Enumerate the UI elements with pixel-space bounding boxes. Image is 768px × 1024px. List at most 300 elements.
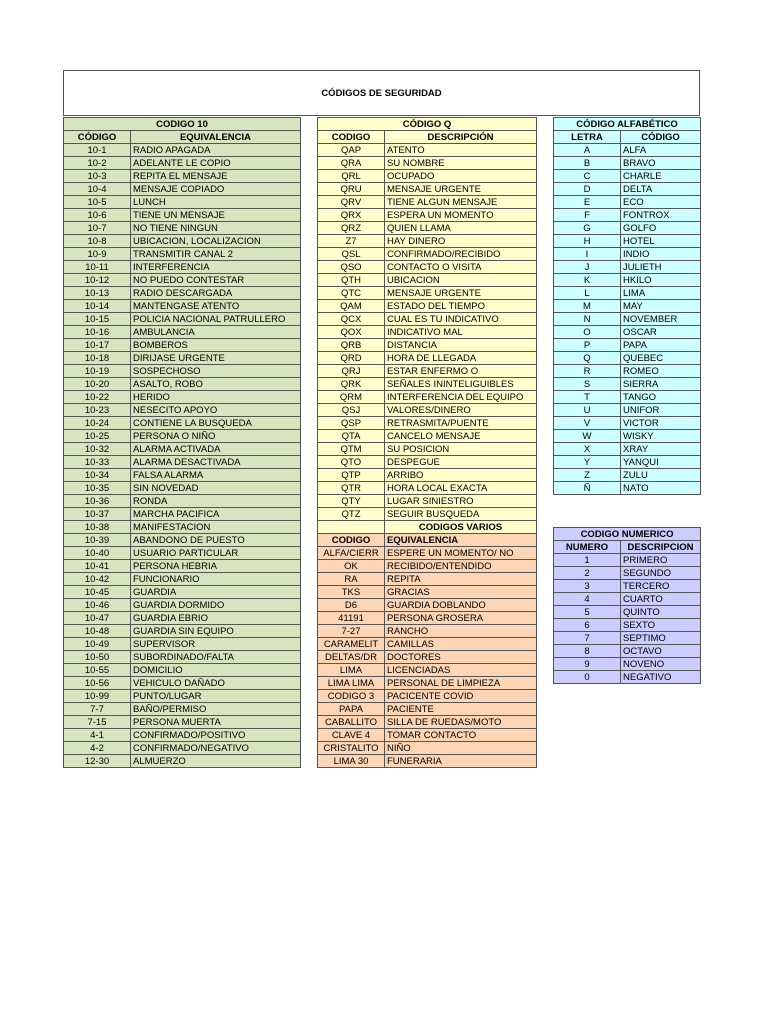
codigos-varios-row bbox=[318, 755, 537, 768]
codigo-10-row-code: 10-7 bbox=[64, 222, 131, 235]
codigo-q-row-code: QTR bbox=[318, 482, 385, 495]
codigo-q-row-value: HORA DE LLEGADA bbox=[385, 352, 537, 365]
codigo-10-row bbox=[64, 391, 301, 404]
codigo-q-row bbox=[318, 261, 537, 274]
codigo-10-col-equivalencia: EQUIVALENCIA bbox=[131, 131, 301, 144]
codigo-alfabetico-row-value: ZULU bbox=[621, 469, 701, 482]
codigo-q-row bbox=[318, 508, 537, 521]
codigo-alfabetico-rows bbox=[554, 144, 701, 495]
codigos-varios-row bbox=[318, 651, 537, 664]
codigo-10-row-value: TIENE UN MENSAJE bbox=[131, 209, 301, 222]
codigo-10-row-code: 10-49 bbox=[64, 638, 131, 651]
codigo-alfabetico-row bbox=[554, 339, 701, 352]
codigos-varios-row bbox=[318, 690, 537, 703]
codigo-alfabetico-row-value: YANQUI bbox=[621, 456, 701, 469]
codigo-alfabetico-row-value: ALFA bbox=[621, 144, 701, 157]
codigo-alfabetico-row-code: T bbox=[554, 391, 621, 404]
codigo-q-row bbox=[318, 443, 537, 456]
codigo-numerico-title: CODIGO NUMERICO bbox=[554, 528, 701, 541]
codigo-numerico-row-code: 2 bbox=[554, 567, 621, 580]
codigo-numerico-row-value: NEGATIVO bbox=[621, 671, 701, 684]
codigo-alfabetico-row-value: GOLFO bbox=[621, 222, 701, 235]
codigo-10-row-value: PUNTO/LUGAR bbox=[131, 690, 301, 703]
codigos-varios-header bbox=[318, 521, 537, 547]
codigo-10-row-code: 10-99 bbox=[64, 690, 131, 703]
codigo-alfabetico-row-value: JULIETH bbox=[621, 261, 701, 274]
codigo-10-row-value: GUARDIA SIN EQUIPO bbox=[131, 625, 301, 638]
codigo-alfabetico-row bbox=[554, 378, 701, 391]
codigo-q-row-code: QTH bbox=[318, 274, 385, 287]
codigos-varios-row-value: RECIBIDO/ENTENDIDO bbox=[385, 560, 537, 573]
codigos-varios-row bbox=[318, 729, 537, 742]
codigo-alfabetico-row-value: ROMEO bbox=[621, 365, 701, 378]
codigo-10-row bbox=[64, 573, 301, 586]
codigo-alfabetico-row bbox=[554, 209, 701, 222]
codigo-10-row-code: 4-1 bbox=[64, 729, 131, 742]
codigo-10-row-value: SUBORDINADO/FALTA bbox=[131, 651, 301, 664]
codigo-q-row-code: QTZ bbox=[318, 508, 385, 521]
codigo-10-row-value: PERSONA O NIÑO bbox=[131, 430, 301, 443]
codigo-10-title-row bbox=[64, 118, 301, 131]
codigo-q-row-code: QRB bbox=[318, 339, 385, 352]
codigo-alfabetico-row bbox=[554, 235, 701, 248]
codigo-10-row-code: 10-47 bbox=[64, 612, 131, 625]
codigo-q-table bbox=[317, 117, 537, 768]
codigo-10-row-value: ALARMA ACTIVADA bbox=[131, 443, 301, 456]
codigo-10-row-code: 10-16 bbox=[64, 326, 131, 339]
codigo-alfabetico-row-code: R bbox=[554, 365, 621, 378]
codigo-alfabetico-row bbox=[554, 443, 701, 456]
codigo-q-row-code: QAP bbox=[318, 144, 385, 157]
codigos-varios-row-value: NIÑO bbox=[385, 742, 537, 755]
codigo-numerico-row-code: 9 bbox=[554, 658, 621, 671]
codigo-q-row-value: SU POSICION bbox=[385, 443, 537, 456]
codigo-numerico-row bbox=[554, 606, 701, 619]
codigo-q-title-row bbox=[318, 118, 537, 131]
codigo-q-rows bbox=[318, 144, 537, 521]
codigo-alfabetico-row-code: H bbox=[554, 235, 621, 248]
codigo-q-row-code: QTC bbox=[318, 287, 385, 300]
codigo-10-row bbox=[64, 248, 301, 261]
codigo-10-row bbox=[64, 222, 301, 235]
codigo-10-row-value: POLICIA NACIONAL PATRULLERO bbox=[131, 313, 301, 326]
codigo-10-row bbox=[64, 742, 301, 755]
codigo-10-row-value: MENSAJE COPIADO bbox=[131, 183, 301, 196]
codigo-alfabetico-row bbox=[554, 261, 701, 274]
codigo-10-row-code: 10-39 bbox=[64, 534, 131, 547]
codigo-alfabetico-table bbox=[553, 117, 701, 495]
codigo-alfabetico-row-value: SIERRA bbox=[621, 378, 701, 391]
codigo-numerico-row-value: CUARTO bbox=[621, 593, 701, 606]
codigo-q-row bbox=[318, 495, 537, 508]
codigo-q-row-value: RETRASMITA/PUENTE bbox=[385, 417, 537, 430]
codigo-numerico-row-value: PRIMERO bbox=[621, 554, 701, 567]
codigo-alfabetico-row bbox=[554, 196, 701, 209]
codigo-10-row-code: 10-15 bbox=[64, 313, 131, 326]
codigo-numerico-row-value: SEXTO bbox=[621, 619, 701, 632]
codigo-10-row-value: ASALTO, ROBO bbox=[131, 378, 301, 391]
codigo-alfabetico-row bbox=[554, 482, 701, 495]
codigo-alfabetico-row-code: V bbox=[554, 417, 621, 430]
codigo-10-row bbox=[64, 235, 301, 248]
codigo-alfabetico-row-value: WISKY bbox=[621, 430, 701, 443]
codigo-10-row-value: RONDA bbox=[131, 495, 301, 508]
codigos-varios-row-code: TKS bbox=[318, 586, 385, 599]
codigo-10-row bbox=[64, 638, 301, 651]
codigo-alfabetico-row-value: DELTA bbox=[621, 183, 701, 196]
codigo-10-row bbox=[64, 261, 301, 274]
codigo-10-row bbox=[64, 170, 301, 183]
codigos-varios-row-value: PACICENTE COVID bbox=[385, 690, 537, 703]
codigo-10-row bbox=[64, 456, 301, 469]
codigo-q-row-code: QSP bbox=[318, 417, 385, 430]
codigo-q-row-value: SEÑALES ININTELIGUIBLES bbox=[385, 378, 537, 391]
codigo-10-row-value: MANIFESTACION bbox=[131, 521, 301, 534]
codigo-numerico-row-code: 1 bbox=[554, 554, 621, 567]
codigo-q-row-value: SU NOMBRE bbox=[385, 157, 537, 170]
codigos-varios-row-code: LIMA 30 bbox=[318, 755, 385, 768]
codigo-numerico-row-code: 3 bbox=[554, 580, 621, 593]
codigo-10-row bbox=[64, 677, 301, 690]
codigo-q-row-code: QSJ bbox=[318, 404, 385, 417]
codigo-10-row-value: CONFIRMADO/NEGATIVO bbox=[131, 742, 301, 755]
codigo-10-row-value: TRANSMITIR CANAL 2 bbox=[131, 248, 301, 261]
codigo-10-row-value: HERIDO bbox=[131, 391, 301, 404]
codigo-alfabetico-row-code: F bbox=[554, 209, 621, 222]
codigo-10-row bbox=[64, 716, 301, 729]
codigos-varios-row bbox=[318, 638, 537, 651]
codigo-10-row bbox=[64, 612, 301, 625]
codigo-q-row-code: QCX bbox=[318, 313, 385, 326]
codigo-10-row-value: NO TIENE NINGUN bbox=[131, 222, 301, 235]
codigo-q-row-code: QRZ bbox=[318, 222, 385, 235]
codigo-10-title: CODIGO 10 bbox=[64, 118, 301, 131]
codigo-10-row bbox=[64, 443, 301, 456]
codigo-alfabetico-row bbox=[554, 430, 701, 443]
codigos-varios-row bbox=[318, 560, 537, 573]
codigo-q-row-code: QRM bbox=[318, 391, 385, 404]
codigo-10-row-code: 10-25 bbox=[64, 430, 131, 443]
codigo-alfabetico-row-value: NOVEMBER bbox=[621, 313, 701, 326]
codigo-alfabetico-row bbox=[554, 456, 701, 469]
codigo-alfabetico-row-code: E bbox=[554, 196, 621, 209]
codigos-varios-row-code: CRISTALITO bbox=[318, 742, 385, 755]
codigo-q-row-value: CONTACTO O VISITA bbox=[385, 261, 537, 274]
codigo-10-row bbox=[64, 508, 301, 521]
codigo-10-row-value: BAÑO/PERMISO bbox=[131, 703, 301, 716]
codigo-10-row-code: 10-18 bbox=[64, 352, 131, 365]
codigos-varios-title: CODIGOS VARIOS bbox=[385, 521, 537, 534]
codigo-q-row-value: SEGUIR BUSQUEDA bbox=[385, 508, 537, 521]
codigo-10-row bbox=[64, 703, 301, 716]
codigos-varios-row-value: GRACIAS bbox=[385, 586, 537, 599]
codigo-10-row-value: RADIO DESCARGADA bbox=[131, 287, 301, 300]
codigos-varios-row-value: TOMAR CONTACTO bbox=[385, 729, 537, 742]
codigo-alfabetico-row-code: P bbox=[554, 339, 621, 352]
codigo-q-row bbox=[318, 391, 537, 404]
codigo-alfabetico-row-value: MAY bbox=[621, 300, 701, 313]
codigo-10-row bbox=[64, 352, 301, 365]
codigo-q-row-code: QRA bbox=[318, 157, 385, 170]
codigo-10-row-code: 7-7 bbox=[64, 703, 131, 716]
codigo-10-row-value: CONFIRMADO/POSITIVO bbox=[131, 729, 301, 742]
document-title-box bbox=[63, 70, 700, 116]
codigo-alfabetico-row bbox=[554, 300, 701, 313]
codigo-10-row-code: 10-37 bbox=[64, 508, 131, 521]
codigo-alfabetico-row-value: FONTROX bbox=[621, 209, 701, 222]
codigo-10-row bbox=[64, 144, 301, 157]
codigo-alfabetico-row bbox=[554, 365, 701, 378]
codigo-alfabetico-row bbox=[554, 144, 701, 157]
codigo-alfabetico-row-value: PAPA bbox=[621, 339, 701, 352]
codigo-alfabetico-row bbox=[554, 274, 701, 287]
codigo-10-row-value: ALMUERZO bbox=[131, 755, 301, 768]
codigo-10-row bbox=[64, 313, 301, 326]
codigo-q-row bbox=[318, 144, 537, 157]
codigo-10-row bbox=[64, 521, 301, 534]
codigo-q-row-value: UBICACION bbox=[385, 274, 537, 287]
codigo-q-row-value: CUAL ES TU INDICATIVO bbox=[385, 313, 537, 326]
codigo-q-row bbox=[318, 469, 537, 482]
codigo-10-row-value: AMBULANCIA bbox=[131, 326, 301, 339]
codigo-q-row bbox=[318, 456, 537, 469]
codigo-10-row bbox=[64, 560, 301, 573]
codigo-10-row bbox=[64, 651, 301, 664]
codigos-varios-row bbox=[318, 664, 537, 677]
codigos-varios-row bbox=[318, 625, 537, 638]
codigo-10-row bbox=[64, 378, 301, 391]
codigo-q-row-code: QRU bbox=[318, 183, 385, 196]
codigo-10-row bbox=[64, 430, 301, 443]
codigo-numerico-row-code: 4 bbox=[554, 593, 621, 606]
codigo-10-header-row bbox=[64, 131, 301, 144]
codigo-10-row-code: 10-22 bbox=[64, 391, 131, 404]
codigo-q-row-value: HORA LOCAL EXACTA bbox=[385, 482, 537, 495]
codigo-q-row bbox=[318, 300, 537, 313]
codigo-alfabetico-row bbox=[554, 352, 701, 365]
codigo-q-row bbox=[318, 235, 537, 248]
codigo-10-row-value: GUARDIA bbox=[131, 586, 301, 599]
codigo-10-row-value: SUPERVISOR bbox=[131, 638, 301, 651]
codigos-varios-row-value: PERSONAL DE LIMPIEZA bbox=[385, 677, 537, 690]
codigo-10-row-value: USUARIO PARTICULAR bbox=[131, 547, 301, 560]
codigo-10-row-value: SOSPECHOSO bbox=[131, 365, 301, 378]
codigo-10-row-value: DOMICILIO bbox=[131, 664, 301, 677]
codigo-q-row-code: QTO bbox=[318, 456, 385, 469]
codigo-10-row bbox=[64, 690, 301, 703]
codigo-q-row-value: INDICATIVO MAL bbox=[385, 326, 537, 339]
codigos-varios-row-value: LICENCIADAS bbox=[385, 664, 537, 677]
codigo-alfabetico-row-code: M bbox=[554, 300, 621, 313]
codigo-alfabetico-row-value: XRAY bbox=[621, 443, 701, 456]
codigo-alfabetico-col-codigo: CÓDIGO bbox=[621, 131, 701, 144]
codigo-numerico-row bbox=[554, 593, 701, 606]
codigo-10-row bbox=[64, 339, 301, 352]
codigo-q-row-code: QTY bbox=[318, 495, 385, 508]
codigo-10-row-code: 10-13 bbox=[64, 287, 131, 300]
codigo-10-row-code: 10-32 bbox=[64, 443, 131, 456]
codigos-varios-row-value: DOCTORES bbox=[385, 651, 537, 664]
codigo-q-row-value: DISTANCIA bbox=[385, 339, 537, 352]
codigos-varios-row-value: FUNERARIA bbox=[385, 755, 537, 768]
codigo-q-row-value: ESTADO DEL TIEMPO bbox=[385, 300, 537, 313]
codigo-alfabetico-row-code: U bbox=[554, 404, 621, 417]
codigo-alfabetico-row-code: G bbox=[554, 222, 621, 235]
codigos-varios-row-code: 41191 bbox=[318, 612, 385, 625]
codigo-numerico-col-numero: NUMERO bbox=[554, 541, 621, 554]
codigo-alfabetico-row-code: B bbox=[554, 157, 621, 170]
codigos-varios-row-code: D6 bbox=[318, 599, 385, 612]
codigo-alfabetico-row-value: TANGO bbox=[621, 391, 701, 404]
codigo-10-row-code: 10-45 bbox=[64, 586, 131, 599]
codigos-varios-row bbox=[318, 586, 537, 599]
codigo-alfabetico-row-code: Ñ bbox=[554, 482, 621, 495]
codigo-10-row-code: 10-38 bbox=[64, 521, 131, 534]
codigo-10-row bbox=[64, 157, 301, 170]
codigo-q-row bbox=[318, 339, 537, 352]
codigo-10-row-value: RADIO APAGADA bbox=[131, 144, 301, 157]
codigo-q-row-code: QRX bbox=[318, 209, 385, 222]
codigo-10-row-code: 10-35 bbox=[64, 482, 131, 495]
codigo-10-row-value: FALSA ALARMA bbox=[131, 469, 301, 482]
codigo-numerico-row-value: SEPTIMO bbox=[621, 632, 701, 645]
codigos-varios-row-code: DELTAS/DR bbox=[318, 651, 385, 664]
document-title: CÓDIGOS DE SEGURIDAD bbox=[321, 87, 442, 99]
codigo-10-row-code: 10-2 bbox=[64, 157, 131, 170]
codigo-alfabetico-row bbox=[554, 404, 701, 417]
codigo-10-row-value: NO PUEDO CONTESTAR bbox=[131, 274, 301, 287]
codigo-q-row-code: QAM bbox=[318, 300, 385, 313]
codigo-q-row-code: QOX bbox=[318, 326, 385, 339]
codigo-q-row-code: QRL bbox=[318, 170, 385, 183]
codigo-numerico-header-row bbox=[554, 541, 701, 554]
codigos-varios-row-code: 7-27 bbox=[318, 625, 385, 638]
codigo-10-row-value: ALARMA DESACTIVADA bbox=[131, 456, 301, 469]
codigo-numerico-row-code: 0 bbox=[554, 671, 621, 684]
codigo-q-row bbox=[318, 482, 537, 495]
codigo-q-row bbox=[318, 365, 537, 378]
codigos-varios-row-value: GUARDIA DOBLANDO bbox=[385, 599, 537, 612]
codigo-numerico-row-code: 5 bbox=[554, 606, 621, 619]
codigo-numerico-row bbox=[554, 632, 701, 645]
codigo-10-row bbox=[64, 417, 301, 430]
codigo-numerico-row bbox=[554, 554, 701, 567]
codigo-q-col-descripcion: DESCRIPCIÓN bbox=[385, 131, 537, 144]
codigo-alfabetico-row bbox=[554, 417, 701, 430]
codigo-10-row-code: 10-5 bbox=[64, 196, 131, 209]
codigo-numerico-row-code: 7 bbox=[554, 632, 621, 645]
codigos-varios-row-code: CABALLITO bbox=[318, 716, 385, 729]
codigos-varios-row-value: PACIENTE bbox=[385, 703, 537, 716]
codigo-10-row-code: 10-42 bbox=[64, 573, 131, 586]
codigo-10-row-code: 10-12 bbox=[64, 274, 131, 287]
codigo-alfabetico-row bbox=[554, 313, 701, 326]
codigo-q-row-code: QRD bbox=[318, 352, 385, 365]
codigo-10-row bbox=[64, 664, 301, 677]
codigo-alfabetico-row-code: Z bbox=[554, 469, 621, 482]
codigo-10-row-code: 10-40 bbox=[64, 547, 131, 560]
codigo-10-row-code: 10-6 bbox=[64, 209, 131, 222]
codigo-10-row bbox=[64, 404, 301, 417]
codigo-10-row-code: 10-33 bbox=[64, 456, 131, 469]
codigo-q-row bbox=[318, 170, 537, 183]
codigo-alfabetico-row-code: J bbox=[554, 261, 621, 274]
codigo-10-row-code: 10-50 bbox=[64, 651, 131, 664]
codigo-q-row-value: CONFIRMADO/RECIBIDO bbox=[385, 248, 537, 261]
codigo-numerico-row-value: NOVENO bbox=[621, 658, 701, 671]
codigo-10-row-code: 10-48 bbox=[64, 625, 131, 638]
codigo-q-row-value: INTERFERENCIA DEL EQUIPO bbox=[385, 391, 537, 404]
codigo-10-row-code: 10-1 bbox=[64, 144, 131, 157]
codigo-10-row bbox=[64, 625, 301, 638]
codigo-q-row bbox=[318, 222, 537, 235]
codigos-varios-row-code: ALFA/CIERR bbox=[318, 547, 385, 560]
codigo-alfabetico-row-value: VICTOR bbox=[621, 417, 701, 430]
codigos-varios-row bbox=[318, 716, 537, 729]
codigos-varios-row-value: PERSONA GROSERA bbox=[385, 612, 537, 625]
codigos-varios-row-code: LIMA LIMA bbox=[318, 677, 385, 690]
codigo-10-row bbox=[64, 534, 301, 547]
codigo-10-row-code: 7-15 bbox=[64, 716, 131, 729]
codigo-numerico-row-value: OCTAVO bbox=[621, 645, 701, 658]
codigo-q-row-value: CANCELO MENSAJE bbox=[385, 430, 537, 443]
codigo-10-row-code: 10-20 bbox=[64, 378, 131, 391]
codigos-varios-row-value: CAMILLAS bbox=[385, 638, 537, 651]
codigo-alfabetico-row-code: W bbox=[554, 430, 621, 443]
codigos-varios-row-value: RANCHO bbox=[385, 625, 537, 638]
codigo-q-row-value: MENSAJE URGENTE bbox=[385, 287, 537, 300]
codigos-varios-row-code: LIMA bbox=[318, 664, 385, 677]
codigo-alfabetico-row-code: Q bbox=[554, 352, 621, 365]
codigo-alfabetico-row bbox=[554, 391, 701, 404]
codigo-alfabetico-row-value: INDIO bbox=[621, 248, 701, 261]
codigo-alfabetico-row-code: C bbox=[554, 170, 621, 183]
codigos-varios-row bbox=[318, 599, 537, 612]
codigos-varios-row-code: OK bbox=[318, 560, 385, 573]
codigo-10-row bbox=[64, 547, 301, 560]
codigo-q-row-code: QTA bbox=[318, 430, 385, 443]
codigo-10-row bbox=[64, 287, 301, 300]
codigos-varios-row bbox=[318, 612, 537, 625]
codigo-q-row bbox=[318, 352, 537, 365]
codigo-alfabetico-row-value: QUEBEC bbox=[621, 352, 701, 365]
codigo-q-row-value: ARRIBO bbox=[385, 469, 537, 482]
codigo-10-row-value: SIN NOVEDAD bbox=[131, 482, 301, 495]
codigo-alfabetico-row-code: Y bbox=[554, 456, 621, 469]
codigo-numerico-row-value: QUINTO bbox=[621, 606, 701, 619]
codigos-varios-header-row bbox=[318, 534, 537, 547]
codigo-10-row bbox=[64, 482, 301, 495]
codigo-alfabetico-row-value: LIMA bbox=[621, 287, 701, 300]
codigo-numerico-rows bbox=[554, 554, 701, 684]
codigo-10-row-value: PERSONA MUERTA bbox=[131, 716, 301, 729]
codigos-varios-row-code: CLAVE 4 bbox=[318, 729, 385, 742]
codigo-10-row bbox=[64, 586, 301, 599]
codigo-10-row-value: UBICACION, LOCALIZACION bbox=[131, 235, 301, 248]
codigo-10-row bbox=[64, 755, 301, 768]
codigo-10-row-code: 10-23 bbox=[64, 404, 131, 417]
codigo-numerico-row bbox=[554, 567, 701, 580]
codigo-10-table bbox=[63, 117, 301, 768]
codigo-10-row bbox=[64, 183, 301, 196]
codigo-10-row-value: BOMBEROS bbox=[131, 339, 301, 352]
codigo-q-row-code: QTP bbox=[318, 469, 385, 482]
codigo-10-row-value: CONTIENE LA BUSQUEDA bbox=[131, 417, 301, 430]
codigo-alfabetico-row-value: UNIFOR bbox=[621, 404, 701, 417]
codigos-varios-rows bbox=[318, 547, 537, 768]
codigo-10-row-code: 10-34 bbox=[64, 469, 131, 482]
codigo-10-row bbox=[64, 729, 301, 742]
